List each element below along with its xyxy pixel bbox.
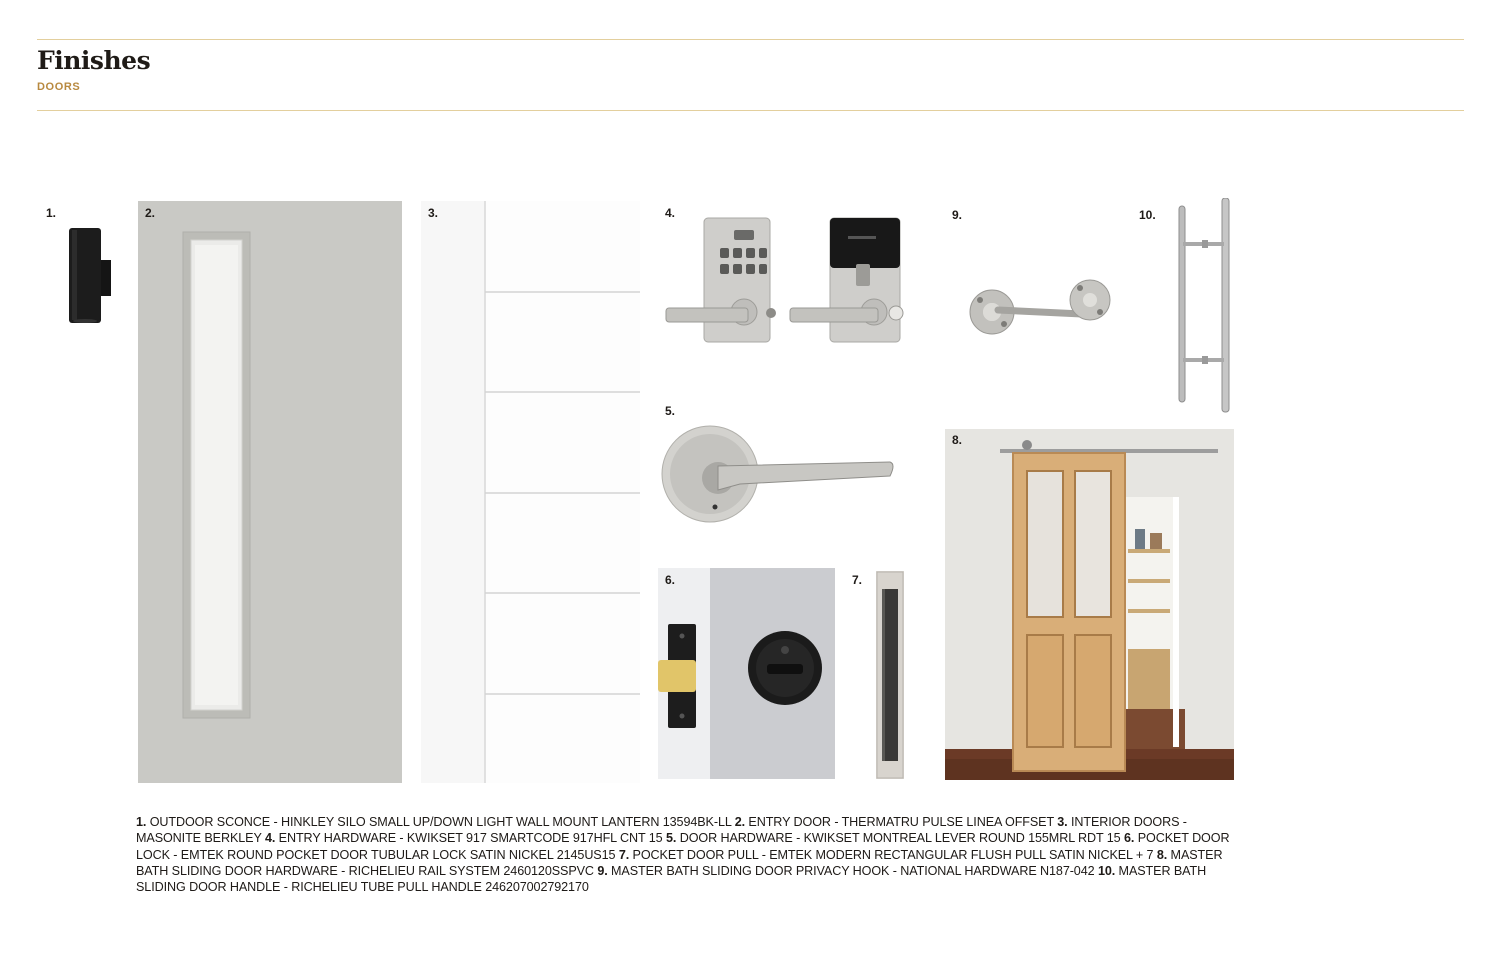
privacy-hook-image xyxy=(962,270,1124,345)
finishes-caption xyxy=(136,814,1241,895)
caption-number-6: 6. xyxy=(1124,831,1135,846)
caption-text-1: OUTDOOR SCONCE - HINKLEY SILO SMALL UP/DOWN LIGHT WALL MOUNT LANTERN 13594BK-LL xyxy=(146,815,735,829)
entry-door-image xyxy=(138,201,402,783)
caption-text-5: DOOR HARDWARE - KWIKSET MONTREAL LEVER ROUND 155MRL RDT 15 xyxy=(676,831,1124,846)
caption-text-10: MASTER BATH SLIDING DOOR HANDLE - RICHELIEU TUBE PULL HANDLE 246207002792170 xyxy=(136,863,1207,895)
entry-hardware-image xyxy=(660,212,915,352)
item-number-4: 4. xyxy=(665,206,676,220)
lever-handle-image xyxy=(660,420,900,530)
caption-number-7: 7. xyxy=(618,847,630,862)
page-subtitle: DOORS xyxy=(37,81,81,93)
item-number-9: 9. xyxy=(952,208,963,222)
item-number-1: 1. xyxy=(46,206,57,220)
barn-door-image xyxy=(945,429,1234,780)
top-rule xyxy=(37,39,1464,40)
caption-number-1: 1. xyxy=(136,815,147,829)
caption-text-8: MASTER BATH SLIDING DOOR HARDWARE - RICHELIEU RAIL SYSTEM 2460120SSPVC xyxy=(136,847,1223,878)
caption-text-9: MASTER BATH SLIDING DOOR PRIVACY HOOK - NATIONAL HARDWARE N187-042 xyxy=(607,863,1098,878)
caption-text-4: ENTRY HARDWARE - KWIKSET 917 SMARTCODE 917HFL CNT 15 xyxy=(275,831,666,846)
item-number-5: 5. xyxy=(665,404,676,418)
page-title: Finishes xyxy=(37,46,151,75)
caption-text-6: POCKET DOOR LOCK - EMTEK ROUND POCKET DOOR TUBULAR LOCK SATIN NICKEL 2145US15 xyxy=(136,831,1230,862)
caption-number-9: 9. xyxy=(597,863,608,878)
outdoor-sconce-image xyxy=(60,222,120,330)
caption-number-2: 2. xyxy=(734,815,746,829)
caption-number-10: 10. xyxy=(1097,863,1116,878)
pocket-door-lock-image xyxy=(658,568,835,779)
caption-text-3: INTERIOR DOORS - MASONITE BERKLEY xyxy=(136,815,1187,846)
item-number-8: 8. xyxy=(952,433,963,447)
caption-text-2: ENTRY DOOR - THERMATRU PULSE LINEA OFFSET xyxy=(745,815,1058,829)
item-number-2: 2. xyxy=(145,206,156,220)
header-bottom-rule xyxy=(37,110,1464,111)
caption-number-5: 5. xyxy=(665,831,677,846)
caption-number-3: 3. xyxy=(1057,815,1068,829)
item-number-3: 3. xyxy=(428,206,439,220)
caption-number-8: 8. xyxy=(1156,847,1168,862)
tube-pull-handle-image xyxy=(1172,198,1236,414)
pocket-door-pull-image xyxy=(876,571,904,779)
item-number-6: 6. xyxy=(665,573,676,587)
caption-text-7: POCKET DOOR PULL - EMTEK MODERN RECTANGULAR FLUSH PULL SATIN NICKEL + 7 xyxy=(629,847,1157,862)
interior-door-image xyxy=(421,201,640,783)
item-number-10: 10. xyxy=(1139,208,1156,222)
caption-number-4: 4. xyxy=(264,831,276,846)
item-number-7: 7. xyxy=(852,573,863,587)
